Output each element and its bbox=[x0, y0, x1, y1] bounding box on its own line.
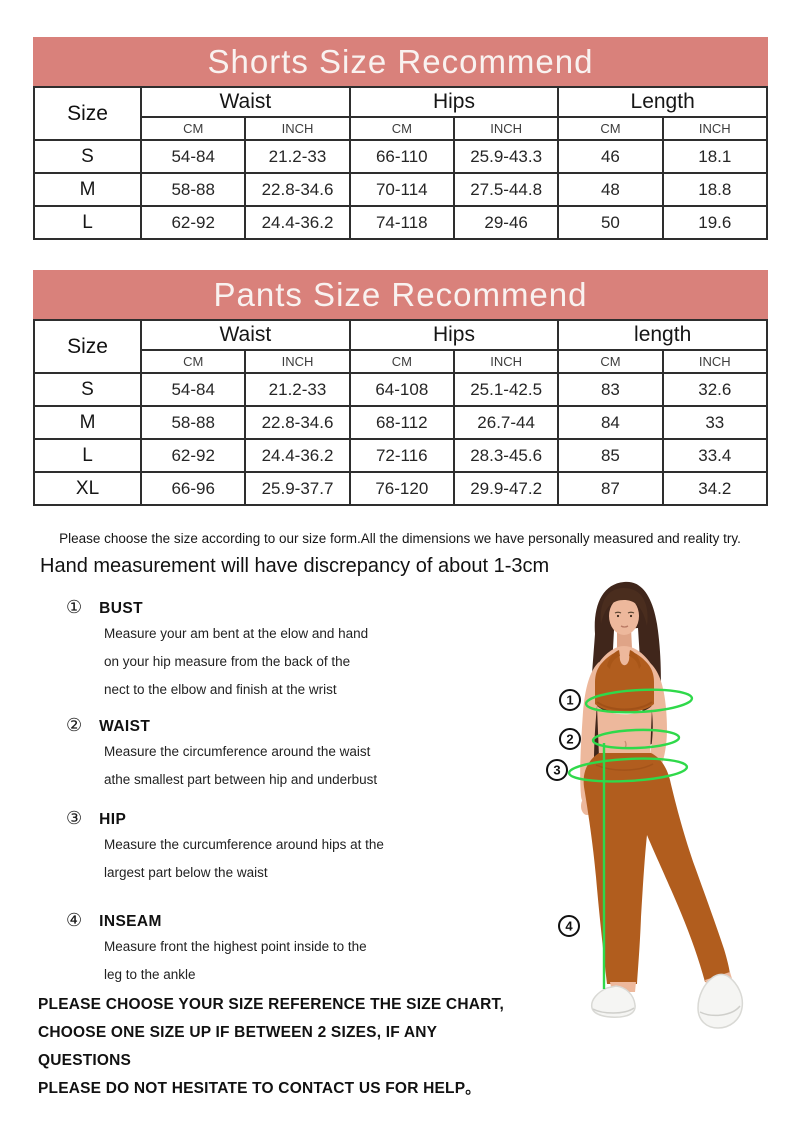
table-row bbox=[34, 439, 767, 472]
measurement-title: BUST bbox=[99, 600, 143, 617]
table-cell: 62-92 bbox=[141, 439, 245, 472]
table-cell: 72-116 bbox=[350, 439, 454, 472]
circled-number-4: ④ bbox=[66, 910, 83, 930]
measurement-text-line: leg to the ankle bbox=[104, 967, 196, 982]
table-cell: 18.8 bbox=[663, 173, 767, 206]
table-cell: 21.2-33 bbox=[245, 373, 349, 406]
unit-header: INCH bbox=[245, 117, 349, 140]
table-cell: 29.9-47.2 bbox=[454, 472, 558, 505]
table-cell: 25.9-37.7 bbox=[245, 472, 349, 505]
table-row bbox=[34, 373, 767, 406]
table-cell: 24.4-36.2 bbox=[245, 206, 349, 239]
table-row bbox=[34, 140, 767, 173]
unit-header: INCH bbox=[454, 350, 558, 373]
measurement-instructions bbox=[66, 597, 506, 1000]
table-cell: 54-84 bbox=[141, 140, 245, 173]
table-cell: 29-46 bbox=[454, 206, 558, 239]
table-cell: 28.3-45.6 bbox=[454, 439, 558, 472]
table-cell: 33 bbox=[663, 406, 767, 439]
unit-header: CM bbox=[141, 350, 245, 373]
table-cell: 34.2 bbox=[663, 472, 767, 505]
pants-table-title: Pants Size Recommend bbox=[33, 270, 768, 319]
unit-header: INCH bbox=[454, 117, 558, 140]
model-eye bbox=[630, 615, 632, 617]
table-cell: 62-92 bbox=[141, 206, 245, 239]
column-header-waist: Waist bbox=[141, 320, 350, 350]
column-header-size: Size bbox=[34, 87, 141, 140]
table-cell: 66-110 bbox=[350, 140, 454, 173]
measurement-text-line: Measure your am bent at the elow and hand bbox=[104, 626, 369, 641]
model-eye bbox=[617, 615, 619, 617]
figure-label-4: 4 bbox=[565, 918, 573, 934]
list-item-bust bbox=[66, 597, 506, 704]
list-item-hip bbox=[66, 808, 506, 887]
size-cell: S bbox=[34, 373, 141, 406]
table-cell: 27.5-44.8 bbox=[454, 173, 558, 206]
column-header-hips: Hips bbox=[350, 87, 559, 117]
table-cell: 32.6 bbox=[663, 373, 767, 406]
unit-header: INCH bbox=[663, 350, 767, 373]
size-cell: S bbox=[34, 140, 141, 173]
table-cell: 26.7-44 bbox=[454, 406, 558, 439]
measurement-title: WAIST bbox=[99, 718, 151, 735]
measurement-text-line: Measure front the highest point inside to the bbox=[104, 939, 367, 954]
table-cell: 54-84 bbox=[141, 373, 245, 406]
table-cell: 22.8-34.6 bbox=[245, 173, 349, 206]
unit-header: INCH bbox=[245, 350, 349, 373]
list-item-inseam bbox=[66, 910, 506, 989]
table-cell: 66-96 bbox=[141, 472, 245, 505]
table-cell: 18.1 bbox=[663, 140, 767, 173]
table-cell: 25.1-42.5 bbox=[454, 373, 558, 406]
table-cell: 83 bbox=[558, 373, 662, 406]
circled-number-2: ② bbox=[66, 715, 83, 735]
table-cell: 64-108 bbox=[350, 373, 454, 406]
table-cell: 33.4 bbox=[663, 439, 767, 472]
measurement-text-line: on your hip measure from the back of the bbox=[104, 654, 351, 669]
circled-number-3: ③ bbox=[66, 808, 83, 828]
measurement-text-line: largest part below the waist bbox=[104, 865, 268, 880]
size-form-note: Please choose the size according to our size form.All the dimensions we have personally measured and reality try. bbox=[59, 531, 741, 546]
size-cell: M bbox=[34, 406, 141, 439]
table-cell: 22.8-34.6 bbox=[245, 406, 349, 439]
figure-measure-labels bbox=[547, 690, 580, 936]
size-cell: L bbox=[34, 206, 141, 239]
table-cell: 46 bbox=[558, 140, 662, 173]
figure-label-2: 2 bbox=[566, 731, 574, 747]
measurement-discrepancy-heading: Hand measurement will have discrepancy of about 1-3cm bbox=[40, 555, 550, 577]
unit-header: CM bbox=[350, 350, 454, 373]
table-cell: 50 bbox=[558, 206, 662, 239]
model-leggings bbox=[584, 753, 730, 984]
unit-header: INCH bbox=[663, 117, 767, 140]
table-cell: 21.2-33 bbox=[245, 140, 349, 173]
pants-size-section bbox=[33, 270, 768, 506]
table-cell: 85 bbox=[558, 439, 662, 472]
column-header-waist: Waist bbox=[141, 87, 350, 117]
size-cell: L bbox=[34, 439, 141, 472]
model-measurement-photo bbox=[540, 576, 800, 1126]
shorts-size-section bbox=[33, 37, 768, 240]
table-cell: 48 bbox=[558, 173, 662, 206]
measurement-title: INSEAM bbox=[99, 913, 162, 930]
table-cell: 70-114 bbox=[350, 173, 454, 206]
footer-line: CHOOSE ONE SIZE UP IF BETWEEN 2 SIZES, IF ANY QUESTIONS bbox=[38, 1024, 437, 1069]
table-cell: 68-112 bbox=[350, 406, 454, 439]
table-row bbox=[34, 406, 767, 439]
shorts-table-title: Shorts Size Recommend bbox=[33, 37, 768, 86]
size-cell: XL bbox=[34, 472, 141, 505]
unit-header: CM bbox=[350, 117, 454, 140]
column-header-length: Length bbox=[558, 87, 767, 117]
circled-number-1: ① bbox=[66, 597, 83, 617]
column-header-hips: Hips bbox=[350, 320, 559, 350]
footer-line: PLEASE DO NOT HESITATE TO CONTACT US FOR HELP。 bbox=[38, 1080, 481, 1097]
table-cell: 58-88 bbox=[141, 406, 245, 439]
footer-line: PLEASE CHOOSE YOUR SIZE REFERENCE THE SIZE CHART, bbox=[38, 996, 504, 1013]
measurement-text-line: athe smallest part between hip and underbust bbox=[104, 772, 378, 787]
unit-header: CM bbox=[558, 117, 662, 140]
table-cell: 58-88 bbox=[141, 173, 245, 206]
list-item-waist bbox=[66, 715, 506, 794]
column-header-size: Size bbox=[34, 320, 141, 373]
unit-header: CM bbox=[141, 117, 245, 140]
unit-header: CM bbox=[558, 350, 662, 373]
table-cell: 19.6 bbox=[663, 206, 767, 239]
measurement-text-line: Measure the curcumference around hips at the bbox=[104, 837, 384, 852]
table-cell: 24.4-36.2 bbox=[245, 439, 349, 472]
column-header-length: length bbox=[558, 320, 767, 350]
table-cell: 84 bbox=[558, 406, 662, 439]
measurement-text-line: nect to the elbow and finish at the wrist bbox=[104, 682, 337, 697]
table-cell: 74-118 bbox=[350, 206, 454, 239]
figure-label-3: 3 bbox=[553, 762, 561, 778]
pants-size-table bbox=[33, 319, 768, 506]
measurement-title: HIP bbox=[99, 811, 127, 828]
table-row bbox=[34, 472, 767, 505]
table-cell: 25.9-43.3 bbox=[454, 140, 558, 173]
figure-label-1: 1 bbox=[566, 692, 574, 708]
table-cell: 76-120 bbox=[350, 472, 454, 505]
shorts-size-table bbox=[33, 86, 768, 240]
model-right-sneaker bbox=[698, 974, 742, 1028]
size-advice-note bbox=[38, 991, 508, 1103]
measurement-text-line: Measure the circumference around the waist bbox=[104, 744, 371, 759]
table-row bbox=[34, 173, 767, 206]
table-cell: 87 bbox=[558, 472, 662, 505]
table-row bbox=[34, 206, 767, 239]
size-cell: M bbox=[34, 173, 141, 206]
